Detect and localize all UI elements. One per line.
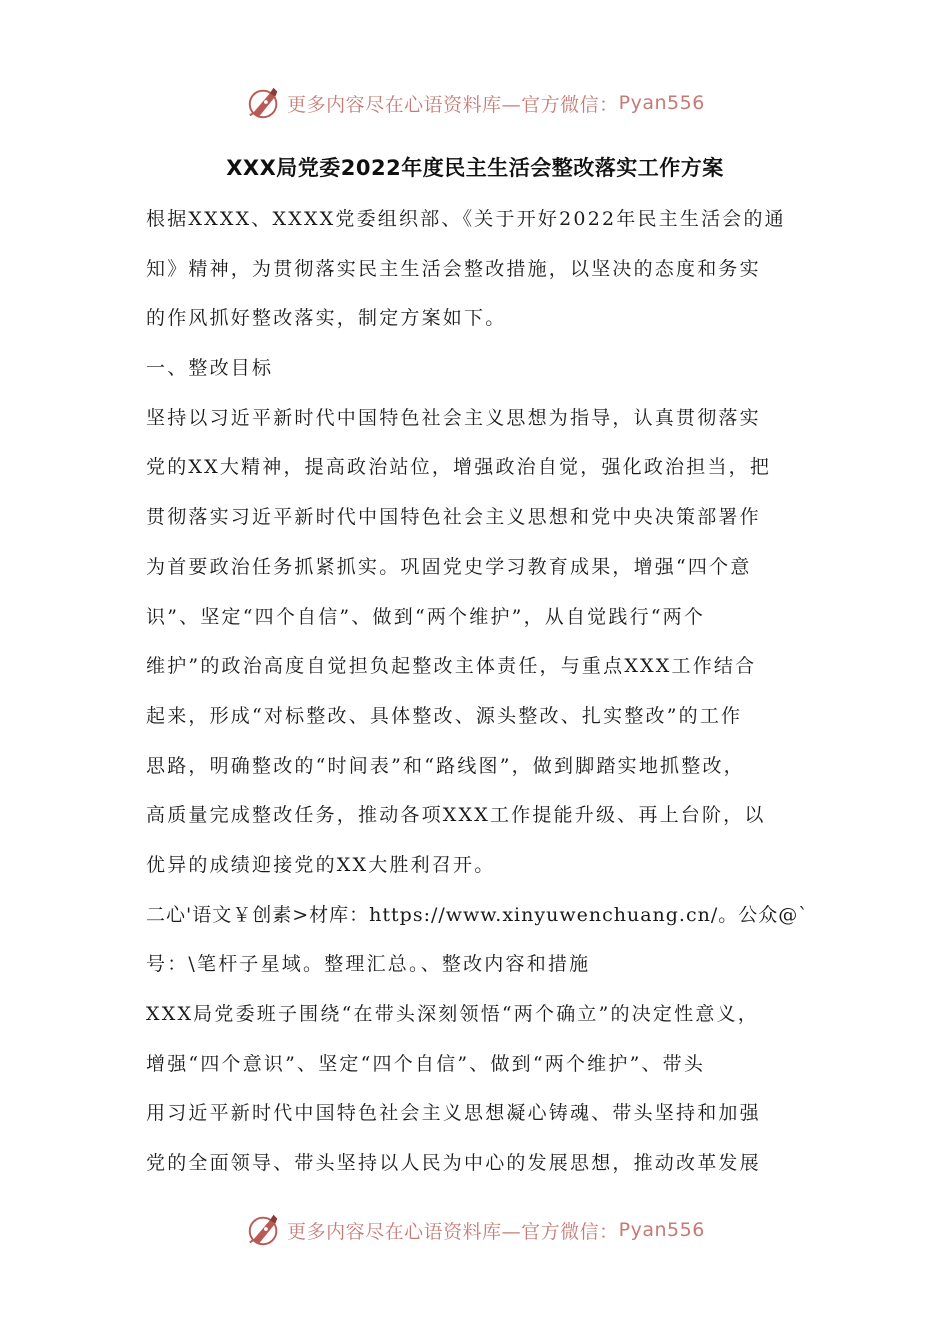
watermark-wechat-id: Pyan556 — [618, 92, 705, 114]
section-heading: 号：\笔杆子星域。整理汇总。、整改内容和措施 — [146, 953, 591, 976]
body-line: 知》精神，为贯彻落实民主生活会整改措施，以坚决的态度和务实 — [146, 257, 761, 280]
pen-nib-logo-icon — [245, 84, 283, 122]
body-line: 党的全面领导、带头坚持以人民为中心的发展思想，推动改革发展 — [146, 1152, 761, 1175]
body-line: 为首要政治任务抓紧抓实。巩固党史学习教育成果，增强“四个意 — [146, 555, 752, 578]
body-line: 贯彻落实习近平新时代中国特色社会主义思想和党中央决策部署作 — [146, 506, 761, 529]
body-line: 思路，明确整改的“时间表”和“路线图”，做到脚踏实地抓整改， — [146, 754, 745, 777]
body-line: 优异的成绩迎接党的XX大胜利召开。 — [146, 853, 496, 876]
body-line: 根据XXXX、XXXX党委组织部、《关于开好2022年民主生活会的通 — [146, 208, 786, 230]
watermark-header — [0, 83, 950, 123]
body-line: 识”、坚定“四个自信”、做到“两个维护”，从自觉践行“两个 — [146, 605, 706, 628]
body-line: 用习近平新时代中国特色社会主义思想凝心铸魂、带头坚持和加强 — [146, 1102, 761, 1125]
body-line: 的作风抓好整改落实，制定方案如下。 — [146, 307, 507, 330]
watermark-text: 更多内容尽在心语资料库—官方微信： — [287, 1220, 619, 1243]
document-body — [146, 195, 811, 1189]
body-line: 起来，形成“对标整改、具体整改、源头整改、扎实整改”的工作 — [146, 704, 743, 727]
pen-nib-logo-icon — [245, 1211, 283, 1249]
body-line: 增强“四个意识”、坚定“四个自信”、做到“两个维护”、带头 — [146, 1052, 706, 1075]
body-line: 党的XX大精神，提高政治站位，增强政治自觉，强化政治担当，把 — [146, 456, 772, 479]
body-line: XXX局党委班子围绕“在带头深刻领悟“两个确立”的决定性意义， — [146, 1003, 759, 1025]
document-title: XXX局党委2022年度民主生活会整改落实工作方案 — [226, 156, 724, 180]
body-line-url: 二心'语文￥创素>材库：https://www.xinyuwenchuang.cn/。公众@` — [146, 903, 809, 926]
watermark-wechat-id: Pyan556 — [618, 1219, 705, 1241]
body-line: 高质量完成整改任务，推动各项XXX工作提能升级、再上台阶，以 — [146, 804, 766, 827]
watermark-text: 更多内容尽在心语资料库—官方微信： — [287, 93, 619, 116]
watermark-footer — [0, 1210, 950, 1250]
section-heading: 一、整改目标 — [146, 357, 274, 380]
body-line: 维护”的政治高度自觉担负起整改主体责任，与重点XXX工作结合 — [146, 655, 757, 678]
body-line: 坚持以习近平新时代中国特色社会主义思想为指导，认真贯彻落实 — [146, 406, 761, 429]
